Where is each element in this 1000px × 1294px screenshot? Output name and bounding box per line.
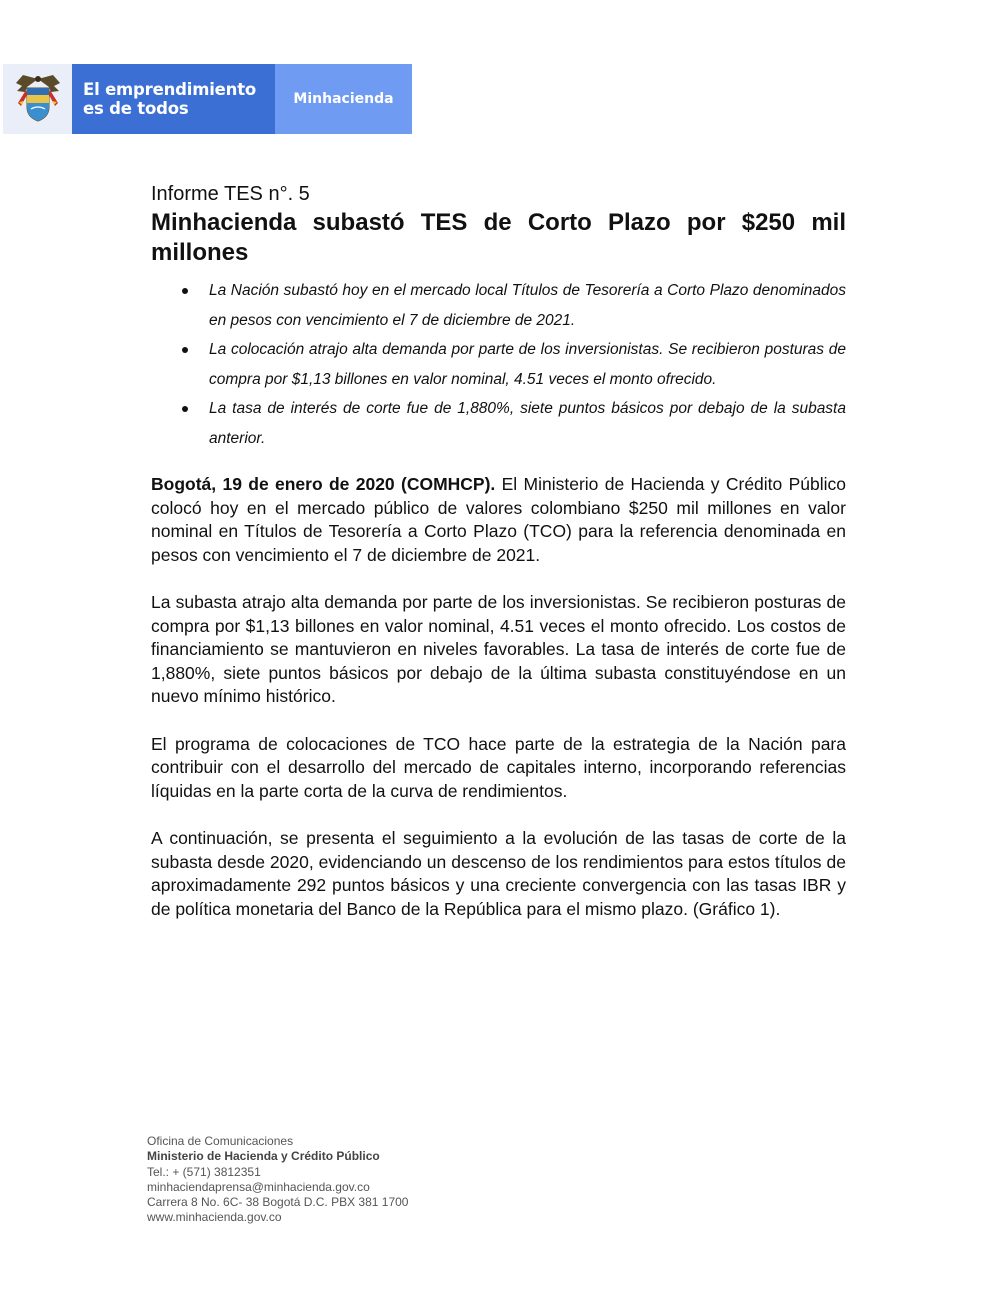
bullet-text: La Nación subastó hoy en el mercado local Títulos de Tesorería a Corto Plazo denominados en pesos con vencimiento el 7 de diciembre de 2021. [209,282,846,329]
bullet-text: La colocación atrajo alta demanda por parte de los inversionistas. Se recibieron posturas de compra por $1,13 billones en valor nominal, 4.51 veces el monto ofrecido. [209,341,846,388]
bullet-dot-icon [182,406,188,412]
header-banner [3,64,412,134]
article [151,182,846,921]
paragraph-text: El Ministerio de Hacienda y Crédito Público colocó hoy en el mercado público de valores colombiano $250 mil millones en valor nominal en Títulos de Tesorería a Corto Plazo (TCO) para la referencia denominada en pesos con vencimiento el 7 de diciembre de 2021. [151,474,846,565]
bullet-dot-icon [182,288,188,294]
colombia-coat-of-arms-icon [13,73,63,125]
seal-box [3,64,72,134]
footer-phone: Tel.: + (571) 3812351 [147,1164,261,1179]
slogan-box [72,64,275,134]
summary-bullet [151,276,846,335]
body-paragraph-3: El programa de colocaciones de TCO hace parte de la estrategia de la Nación para contribuir con el desarrollo del mercado de capitales interno, incorporando referencias líquidas en la parte corta de la curva de rendimientos. [151,733,846,801]
footer-website: www.minhacienda.gov.co [147,1210,282,1225]
slogan-line-1: El emprendimiento [83,80,257,99]
article-kicker: Informe TES n°. 5 [151,183,310,205]
body-paragraph-1 [151,473,846,567]
bullet-dot-icon [182,347,188,353]
summary-bullet [151,394,846,453]
summary-bullets [151,276,846,453]
article-headline: Minhacienda subastó TES de Corto Plazo por $250 mil millones [151,209,846,266]
dateline: Bogotá, 19 de enero de 2020 (COMHCP). [151,474,496,494]
ministry-logo-text: Minhacienda [293,91,394,107]
slogan-line-2: es de todos [83,99,189,118]
body-paragraph-4: A continuación, se presenta el seguimiento a la evolución de las tasas de corte de la subasta desde 2020, evidenciando un descenso de los rendimientos para estos títulos de aproximadamente 292 puntos básicos y una creciente convergencia con las tasas IBR y de política monetaria del Banco de la República para el mismo plazo. (Gráfico 1). [151,827,846,919]
footer-address: Carrera 8 No. 6C- 38 Bogotá D.C. PBX 381 1700 [147,1195,409,1210]
footer-email: minhaciendaprensa@minhacienda.gov.co [147,1179,370,1194]
bullet-text: La tasa de interés de corte fue de 1,880%, siete puntos básicos por debajo de la subasta anterior. [209,400,846,447]
ministry-box [275,64,412,134]
summary-bullet [151,335,846,394]
contact-footer [147,1134,547,1226]
footer-ministry: Ministerio de Hacienda y Crédito Público [147,1149,380,1164]
footer-office: Oficina de Comunicaciones [147,1134,294,1148]
body-paragraph-2: La subasta atrajo alta demanda por parte de los inversionistas. Se recibieron posturas de compra por $1,13 billones en valor nominal, 4.51 veces el monto ofrecido. Los costos de financiamiento se mantuvieron en niveles favorables. La tasa de interés de corte fue de 1,880%, siete puntos básicos por debajo de la última subasta constituyéndose en un nuevo mínimo histórico. [151,591,846,707]
